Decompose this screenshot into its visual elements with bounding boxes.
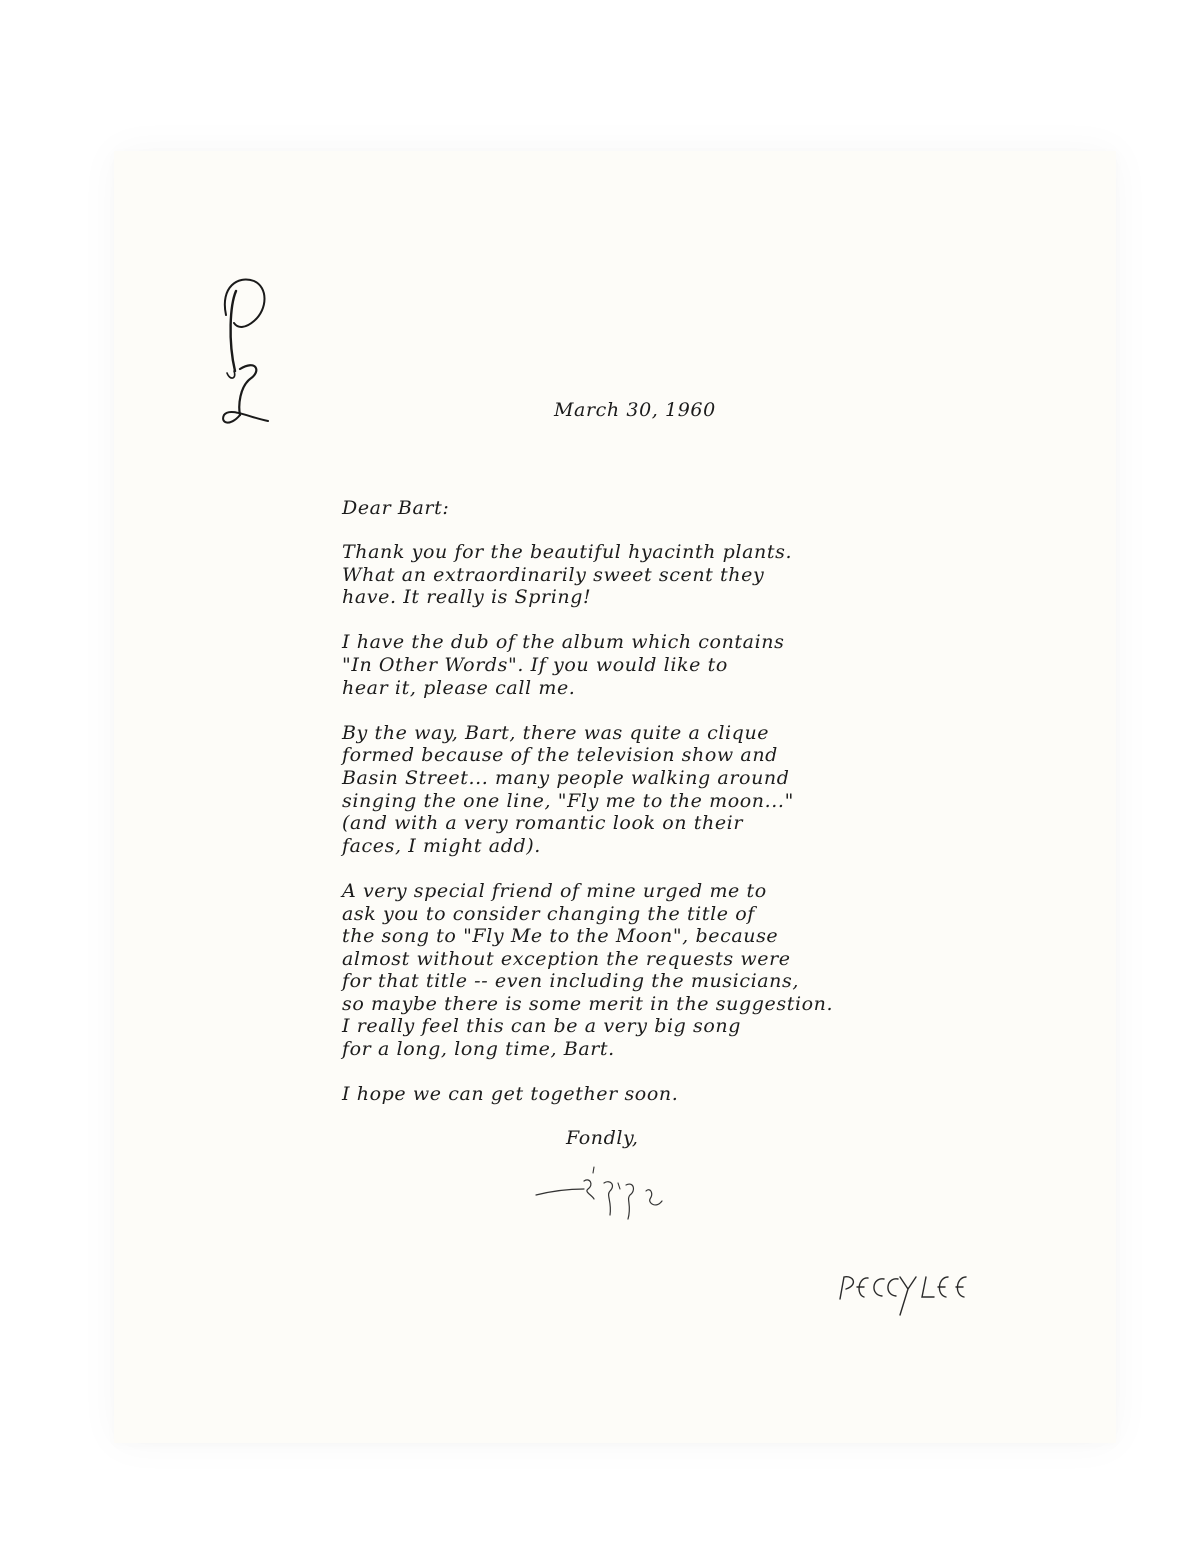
body-line: "In Other Words". If you would like to [342,653,728,676]
paragraph [342,631,962,699]
body-line: for that title -- even including the musicians, [342,970,800,993]
body-line: Thank you for the beautiful hyacinth plants. [342,541,793,563]
handwritten-signature [532,1159,682,1234]
printed-name-signature [832,1269,982,1319]
body-line: By the way, Bart, there was quite a clique [342,721,770,744]
paragraph [342,880,962,1061]
paragraph [342,541,962,609]
pl-monogram [214,271,274,431]
body-line: I have the dub of the album which contains [342,631,785,654]
letter-date: March 30, 1960 [554,399,716,421]
body-line: for a long, long time, Bart. [342,1038,615,1061]
body-line: (and with a very romantic look on their [342,812,744,835]
body-line: I hope we can get together soon. [342,1083,679,1106]
letter-sheet [114,151,1116,1443]
paragraph [342,722,962,858]
closing: Fondly, [566,1127,639,1149]
body-line: formed because of the television show and [342,744,778,767]
body-line: ask you to consider changing the title of [342,902,755,925]
body-line: A very special friend of mine urged me to [342,879,767,902]
body-line: faces, I might add). [342,834,541,857]
body-line: hear it, please call me. [342,676,576,699]
salutation: Dear Bart: [342,497,450,519]
body-line: have. It really is Spring! [342,586,592,609]
body-line: I really feel this can be a very big song [342,1015,742,1038]
body-line: almost without exception the requests were [342,947,791,970]
paragraph [342,1083,962,1106]
body-line: Basin Street... many people walking around [342,766,790,789]
letter-body [342,541,962,1128]
body-line: the song to "Fly Me to the Moon", because [342,925,779,948]
body-line: What an extraordinarily sweet scent they [342,563,765,586]
body-line: singing the one line, "Fly me to the moon..." [342,789,794,812]
body-line: so maybe there is some merit in the suggestion. [342,992,834,1015]
